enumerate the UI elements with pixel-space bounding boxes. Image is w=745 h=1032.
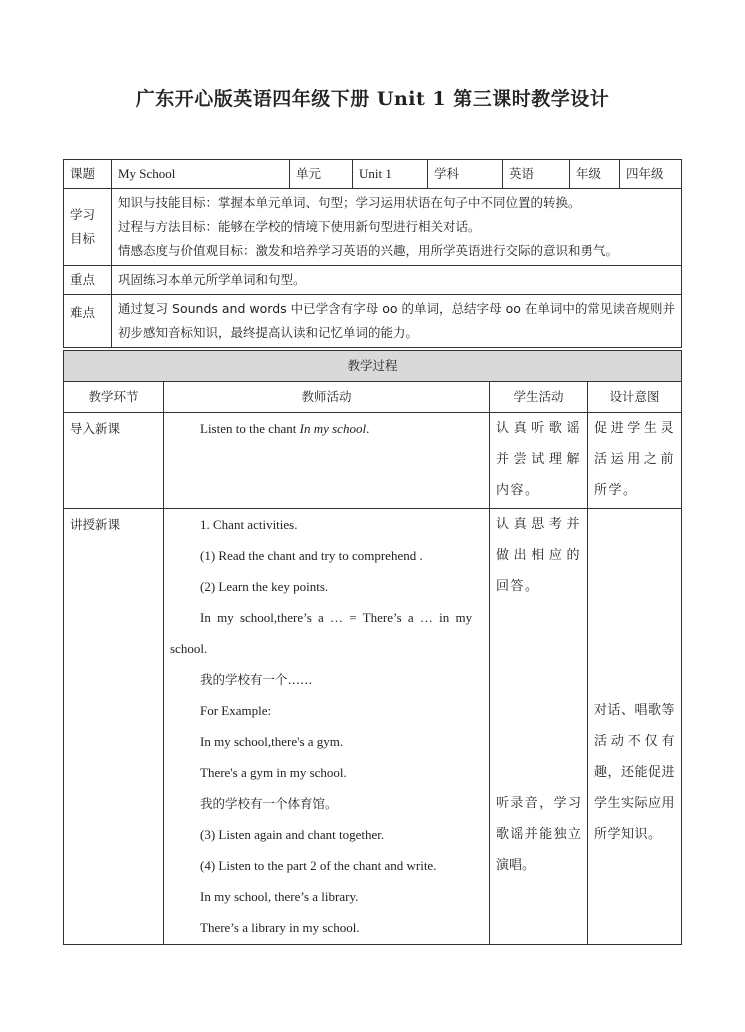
col-stage: 教学环节 <box>64 382 164 413</box>
subject-label: 学科 <box>428 160 503 189</box>
new-intent <box>588 509 682 945</box>
teacher-line: (4) Listen to the part 2 of the chant and write. <box>200 858 437 873</box>
unit-value: Unit 1 <box>353 160 428 189</box>
key-row <box>64 266 682 295</box>
process-table <box>63 350 682 945</box>
intro-teacher-suffix: . <box>366 421 370 436</box>
difficulty-label: 难点 <box>64 295 112 348</box>
info-table <box>63 159 682 348</box>
new-student-2: 听录音，学习歌谣并能独立演唱。 <box>496 796 581 873</box>
intro-intent: 促进学生灵活运用之前所学。 <box>588 413 682 509</box>
goal-knowledge: 知识与技能目标：掌握本单元单词、句型；学习运用状语在句子中不同位置的转换。 <box>118 195 581 210</box>
teacher-line: school. <box>170 641 208 656</box>
teacher-line: 1. Chant activities. <box>200 517 298 532</box>
goals-cell <box>112 189 682 266</box>
goals-label: 学习目标 <box>64 189 112 266</box>
teacher-line: 我的学校有一个…… <box>200 672 313 687</box>
teacher-line: There’s a library in my school. <box>200 920 360 935</box>
goals-row <box>64 189 682 266</box>
teacher-line: 我的学校有一个体育馆。 <box>200 796 338 811</box>
teacher-line: For Example: <box>200 703 272 718</box>
grade-value: 四年级 <box>620 160 682 189</box>
new-stage: 讲授新课 <box>64 509 164 945</box>
difficulty-row <box>64 295 682 348</box>
teacher-line: In my school,there’s a … = There’s a … in my <box>200 610 473 625</box>
grade-label: 年级 <box>570 160 620 189</box>
new-row <box>64 509 682 945</box>
teacher-line: (2) Learn the key points. <box>200 579 329 594</box>
new-teacher <box>164 509 490 945</box>
teacher-line: There's a gym in my school. <box>200 765 347 780</box>
goal-emotion: 情感态度与价值观目标：激发和培养学习英语的兴趣，用所学英语进行交际的意识和勇气。 <box>118 243 619 258</box>
lesson-value: My School <box>112 160 290 189</box>
difficulty-value: 通过复习 Sounds and words 中已学含有字母 oo 的单词，总结字母 oo 在单词中的常见读音规则并初步感知音标知识，最终提高认读和记忆单词的能力。 <box>112 295 682 348</box>
intro-teacher <box>164 413 490 509</box>
goal-process: 过程与方法目标：能够在学校的情境下使用新句型进行相关对话。 <box>118 219 481 234</box>
col-intent: 设计意图 <box>588 382 682 413</box>
process-header-row <box>64 351 682 382</box>
teacher-line: (3) Listen again and chant together. <box>200 827 385 842</box>
lesson-label: 课题 <box>64 160 112 189</box>
process-header: 教学过程 <box>64 351 682 382</box>
intro-row <box>64 413 682 509</box>
col-student: 学生活动 <box>490 382 588 413</box>
intro-student: 认真听歌谣并尝试理解内容。 <box>490 413 588 509</box>
column-header-row <box>64 382 682 413</box>
intro-teacher-prefix: Listen to the chant <box>200 421 300 436</box>
unit-label: 单元 <box>290 160 353 189</box>
teacher-line: (1) Read the chant and try to comprehend . <box>200 548 423 563</box>
subject-value: 英语 <box>503 160 570 189</box>
intro-stage: 导入新课 <box>64 413 164 509</box>
intro-teacher-italic: In my school <box>299 421 367 436</box>
key-label: 重点 <box>64 266 112 295</box>
new-student <box>490 509 588 945</box>
teacher-line: In my school, there’s a library. <box>200 889 359 904</box>
col-teacher: 教师活动 <box>164 382 490 413</box>
page-title: 广东开心版英语四年级下册 Unit 1 第三课时教学设计 <box>135 88 610 110</box>
new-intent-text: 对话、唱歌等活动不仅有趣，还能促进学生实际应用所学知识。 <box>594 703 676 842</box>
teacher-line: In my school,there's a gym. <box>200 734 344 749</box>
new-student-1: 认真思考并做出相应的回答。 <box>496 517 581 594</box>
lesson-row <box>64 160 682 189</box>
key-value: 巩固练习本单元所学单词和句型。 <box>112 266 682 295</box>
